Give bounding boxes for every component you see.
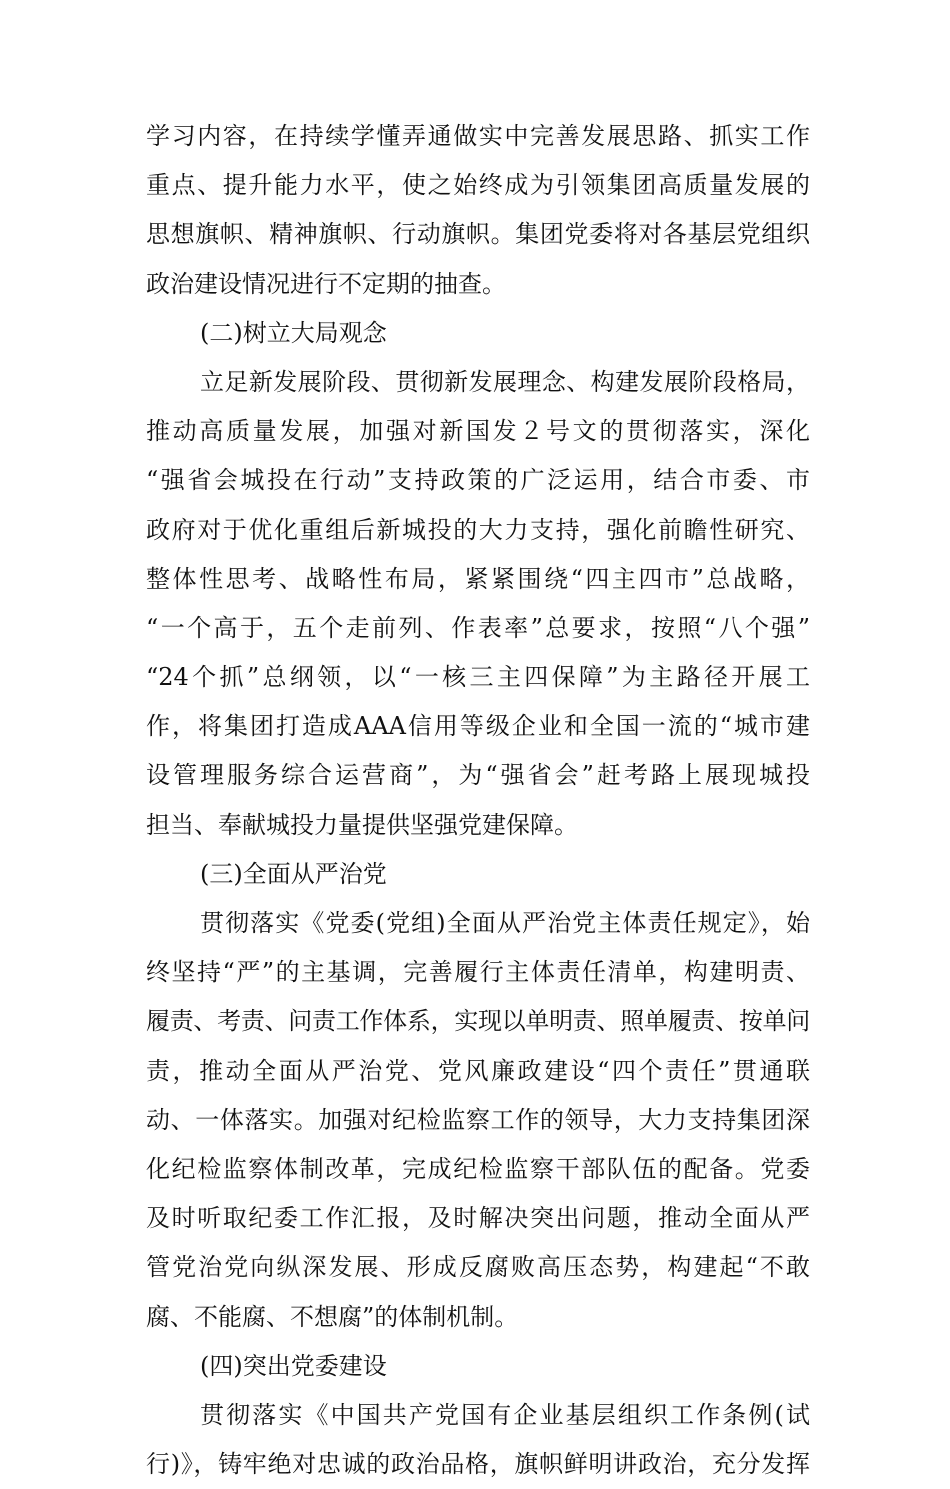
paragraph-line: 整体性思考、战略性布局，紧紧围绕“四主四市”总战略， <box>146 564 810 593</box>
paragraph-line: 推动高质量发展，加强对新国发２号文的贯彻落实，深化 <box>146 417 810 446</box>
paragraph-line: 责，推动全面从严治党、党风廉政建设“四个责任”贯通联 <box>146 1056 810 1085</box>
paragraph-line: 终坚持“严”的主基调，完善履行主体责任清单，构建明责、 <box>146 958 810 987</box>
section-heading: (四)突出党委建设 <box>200 1351 387 1380</box>
paragraph-line: 学习内容，在持续学懂弄通做实中完善发展思路、抓实工作 <box>146 122 810 150</box>
section-heading: (二)树立大局观念 <box>200 318 387 347</box>
paragraph-line: 立足新发展阶段、贯彻新发展理念、构建发展阶段格局， <box>200 367 810 396</box>
paragraph-line: 管党治党向纵深发展、形成反腐败高压态势，构建起“不敢 <box>146 1253 810 1282</box>
paragraph-line: “一个高于，五个走前列、作表率”总要求，按照“八个强” <box>146 613 810 642</box>
paragraph-line: 履责、考责、问责工作体系，实现以单明责、照单履责、按单问 <box>146 1007 810 1036</box>
paragraph-line: 政治建设情况进行不定期的抽查。 <box>146 269 506 298</box>
document-body <box>146 112 810 1489</box>
paragraph-line: 动、一体落实。加强对纪检监察工作的领导，大力支持集团深 <box>146 1105 810 1134</box>
paragraph-line: 及时听取纪委工作汇报，及时解决突出问题，推动全面从严 <box>146 1204 810 1233</box>
paragraph-line: 作，将集团打造成AAA信用等级企业和全国一流的“城市建 <box>146 712 810 741</box>
paragraph-line: 腐、不能腐、不想腐”的体制机制。 <box>146 1302 519 1331</box>
paragraph-line: 重点、提升能力水平，使之始终成为引领集团高质量发展的 <box>146 171 810 200</box>
paragraph-line: 担当、奉献城投力量提供坚强党建保障。 <box>146 810 578 839</box>
paragraph-line: 行)》，铸牢绝对忠诚的政治品格，旗帜鲜明讲政治，充分发挥 <box>146 1450 810 1479</box>
paragraph-line: 贯彻落实《中国共产党国有企业基层组织工作条例(试 <box>200 1400 810 1429</box>
paragraph-line: “24个抓”总纲领，以“一核三主四保障”为主路径开展工 <box>146 663 810 692</box>
paragraph-line: 思想旗帜、精神旗帜、行动旗帜。集团党委将对各基层党组织 <box>146 220 810 249</box>
paragraph-line: 贯彻落实《党委(党组)全面从严治党主体责任规定》，始 <box>200 909 810 937</box>
paragraph-line: 化纪检监察体制改革，完成纪检监察干部队伍的配备。党委 <box>146 1154 810 1183</box>
paragraph-line: “强省会城投在行动”支持政策的广泛运用，结合市委、市 <box>146 466 810 495</box>
paragraph-line: 政府对于优化重组后新城投的大力支持，强化前瞻性研究、 <box>146 515 810 544</box>
paragraph-line: 设管理服务综合运营商”，为“强省会”赶考路上展现城投 <box>146 761 810 790</box>
section-heading: (三)全面从严治党 <box>200 859 387 888</box>
